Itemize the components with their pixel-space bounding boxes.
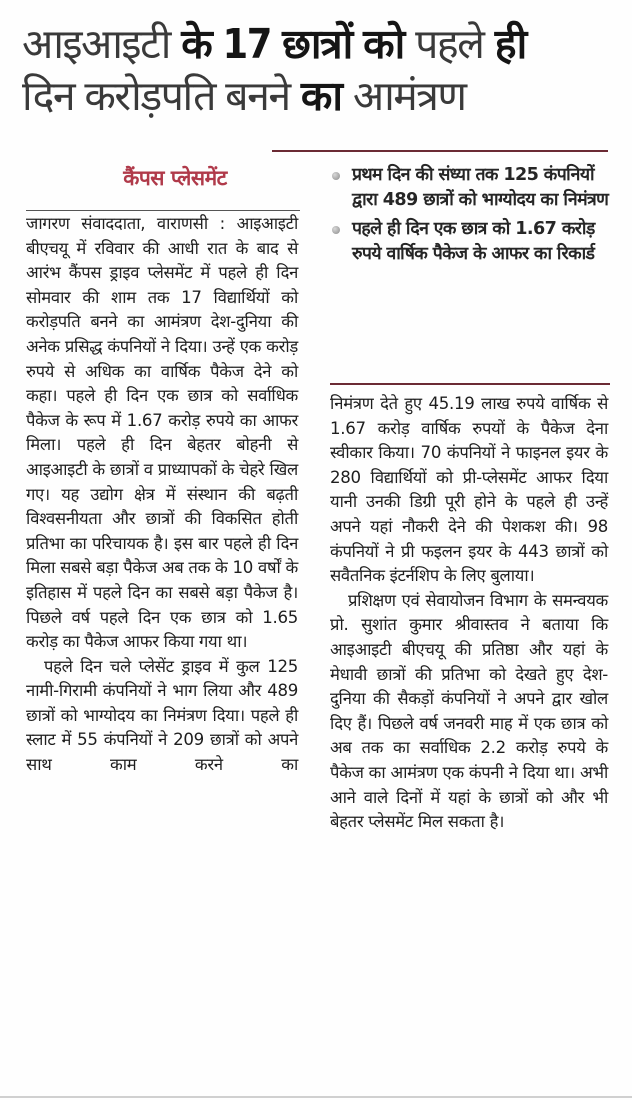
highlight-item xyxy=(330,163,620,213)
headline-part: दिन करोड़पति बनने xyxy=(22,72,290,120)
article-column-right xyxy=(330,392,608,835)
headline-part: के 17 छात्रों को xyxy=(181,20,404,68)
headline xyxy=(22,18,622,122)
headline-part: आमंत्रण xyxy=(352,72,466,120)
highlight-item xyxy=(330,217,620,267)
headline-part: ही xyxy=(494,20,526,68)
page-edge xyxy=(0,1096,632,1098)
divider-rule xyxy=(26,210,300,211)
body-paragraph: निमंत्रण देते हुए 45.19 लाख रुपये वार्षिक से 1.67 करोड़ वार्षिक रुपयों के पैकेज देना स्वीकार किया। 70 कंपनियों ने फाइनल इयर के 280 विद्यार्थियों को प्री-प्लेसमेंट आफर दिया यानी उनकी डिग्री पूरी होने के पहले ही उन्हें अपने यहां नौकरी देने की पेशकश की। 98 कंपनियों ने प्री फइलन इयर के 443 छात्रों को सवैतनिक इंटर्नशिप के लिए बुलाया। xyxy=(330,394,608,586)
body-paragraph: प्रशिक्षण एवं सेवायोजन विभाग के समन्वयक प्रो. सुशांत कुमार श्रीवास्तव ने बताया कि आइआइटी बीएचयू की प्रतिष्ठा और यहां के मेधावी छात्रों की प्रतिभा को देखते हुए देश-दुनिया की सैकड़ों कंपनियों ने अपने द्वार खोल दिए हैं। पिछले वर्ष जनवरी माह में एक छात्र को अब तक का सर्वाधिक 2.2 करोड़ रुपये के पैकेज का आमंत्रण एक कंपनी ने दिया था। अभी आने वाले दिनों में यहां के छात्रों को और भी बेहतर प्लेसमेंट मिल सकता है। xyxy=(330,590,608,832)
article-column-left xyxy=(26,212,298,778)
highlight-text: पहले ही दिन एक छात्र को 1.67 करोड़ रुपये वार्षिक पैकेज के आफर का रिकार्ड xyxy=(352,219,595,264)
headline-part: पहले xyxy=(415,20,484,68)
headline-part: का xyxy=(300,72,342,120)
bullet-icon xyxy=(332,226,340,234)
bullet-icon xyxy=(332,172,340,180)
section-kicker: कैंपस प्लेसमेंट xyxy=(123,166,227,190)
highlights-list xyxy=(330,163,620,271)
body-paragraph: जागरण संवाददाता, वाराणसी : आइआइटी बीएचयू में रविवार की आधी रात के बाद से आरंभ कैंपस ड्राइव प्लेसमेंट में पहले ही दिन सोमवार की शाम तक 17 विद्यार्थियों को करोड़पति बनने का आमंत्रण देश-दुनिया की अनेक प्रसिद्ध कंपनियों ने दिया। उन्हें एक करोड़ रुपये से अधिक का वार्षिक पैकेज देने को कहा। पहले ही दिन एक छात्र को सर्वाधिक पैकेज के रूप में 1.67 करोड़ रुपये का आफर मिला। पहले ही दिन बेहतर बोहनी से आइआइटी के छात्रों व प्राध्यापकों के चेहरे खिल गए। यह उद्योग क्षेत्र में संस्थान की बढ़ती विश्वसनीयता और छात्रों की विकसित होती प्रतिभा का परिचायक है। इस बार पहले ही दिन मिला सबसे बड़ा पैकेज अब तक के 10 वर्षों के इतिहास में पहले दिन का सबसे बड़ा पैकेज है। पिछले वर्ष पहले दिन एक छात्र को 1.65 करोड़ का पैकेज आफर किया गया था। xyxy=(26,214,298,652)
highlight-text: प्रथम दिन की संध्या तक 125 कंपनियों द्वारा 489 छात्रों को भाग्योदय का निमंत्रण xyxy=(352,165,609,210)
headline-part: आइआइटी xyxy=(22,20,170,68)
body-paragraph: पहले दिन चले प्लेसेंट ड्राइव में कुल 125 नामी-गिरामी कंपनियों ने भाग लिया और 489 छात्रों को भाग्योदय का निमंत्रण दिया। पहले ही स्लाट में 55 कंपनियों ने 209 छात्रों को अपने साथ काम करने का xyxy=(26,656,298,775)
divider-rule xyxy=(272,150,608,152)
divider-rule xyxy=(330,383,610,385)
